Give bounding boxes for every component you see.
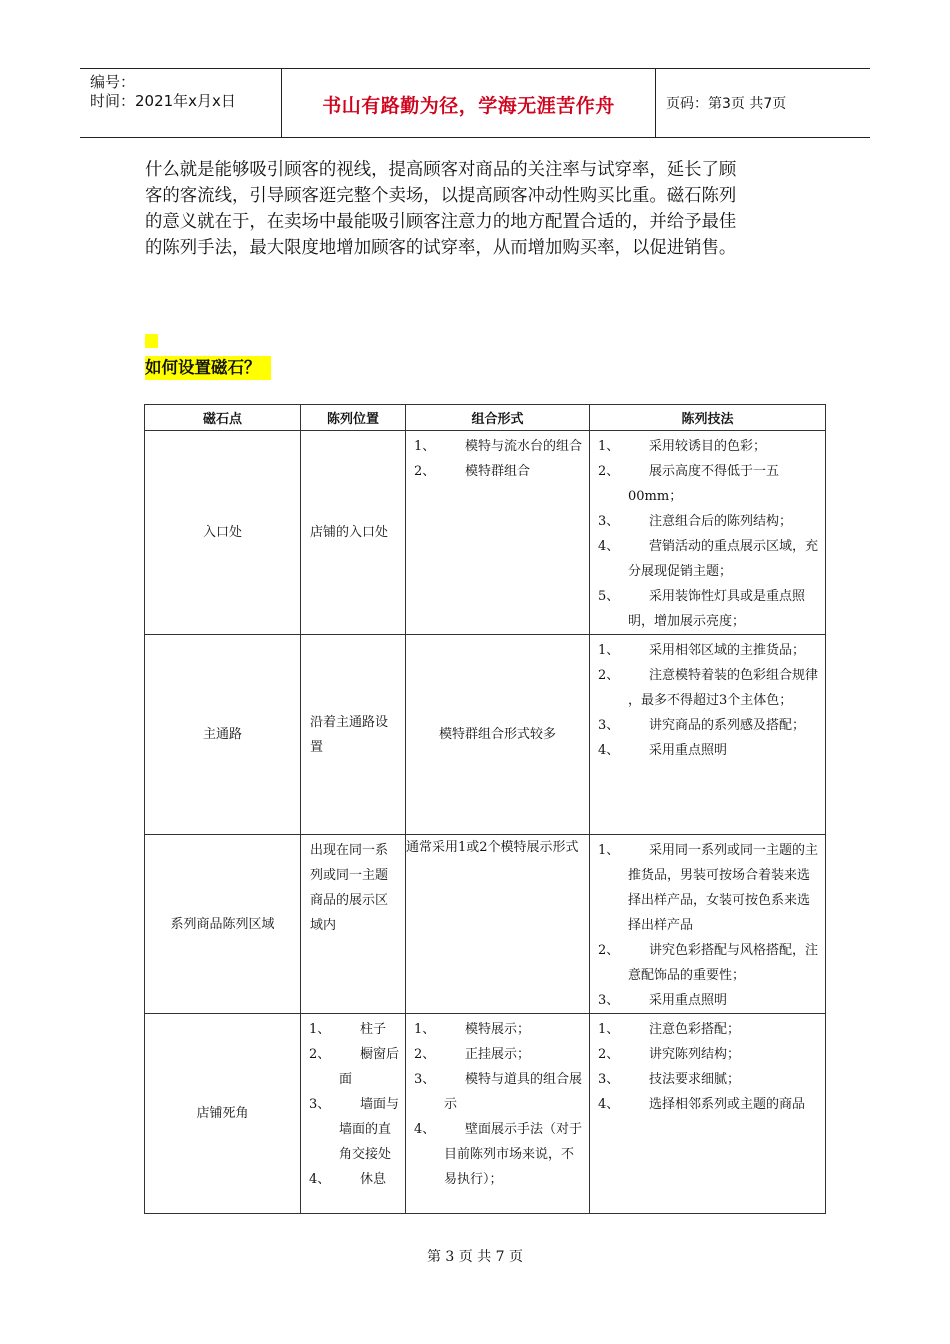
form-cell: 模特群组合形式较多 bbox=[406, 635, 590, 835]
list-item: 2、 模特群组合 bbox=[414, 464, 531, 479]
list-item: 2、 正挂展示； bbox=[414, 1047, 531, 1062]
list-item: 1、 注意色彩搭配； bbox=[598, 1022, 741, 1037]
technique-cell bbox=[590, 835, 826, 1014]
technique-cell bbox=[590, 1014, 826, 1214]
paragraph-line: 什么就是能够吸引顾客的视线，提高顾客对商品的关注率与试穿率，延长了顾 bbox=[145, 160, 737, 180]
list-item: 5、 采用装饰性灯具或是重点照明，增加展示亮度； bbox=[598, 589, 806, 629]
list-item: 2、 注意模特着装的色彩组合规律 ，最多不得超过3个主体色； bbox=[598, 668, 819, 708]
position-cell: 沿着主通路设置 bbox=[301, 635, 406, 835]
position-cell: 出现在同一系列或同一主题商品的展示区域内 bbox=[301, 835, 406, 1014]
column-header: 组合形式 bbox=[406, 405, 590, 431]
table-row bbox=[145, 1014, 826, 1214]
column-header: 陈列位置 bbox=[301, 405, 406, 431]
table-header-row bbox=[145, 405, 826, 431]
list-item: 3、 注意组合后的陈列结构； bbox=[598, 514, 793, 529]
paragraph-line: 的陈列手法，最大限度地增加顾客的试穿率，从而增加购买率，以促进销售。 bbox=[145, 238, 737, 258]
motto-text: 书山有路勤为径，学海无涯苦作舟 bbox=[322, 95, 615, 117]
paragraph-line: 客的客流线，引导顾客逛完整个卖场，以提高顾客冲动性购买比重。磁石陈列 bbox=[145, 186, 737, 206]
list-item: 2、 讲究色彩搭配与风格搭配，注意配饰品的重要性； bbox=[598, 943, 819, 983]
list-item: 3、 采用重点照明 bbox=[598, 993, 728, 1008]
page-footer: 第 3 页 共 7 页 bbox=[426, 1249, 524, 1265]
list-item: 4、 营销活动的重点展示区域，充分展现促销主题； bbox=[598, 539, 819, 579]
technique-cell bbox=[590, 635, 826, 835]
intro-paragraph bbox=[145, 157, 835, 261]
list-item: 4、 选择相邻系列或主题的商品 bbox=[598, 1097, 806, 1112]
header-motto-cell bbox=[281, 69, 656, 137]
table-row bbox=[145, 431, 826, 635]
position-cell bbox=[301, 1014, 406, 1214]
form-cell bbox=[406, 431, 590, 635]
column-header: 磁石点 bbox=[145, 405, 301, 431]
paragraph-line: 的意义就在于，在卖场中最能吸引顾客注意力的地方配置合适的，并给予最佳 bbox=[145, 212, 737, 232]
list-item: 1、 柱子 bbox=[309, 1022, 387, 1037]
table-row bbox=[145, 635, 826, 835]
list-item: 1、 模特与流水台的组合 bbox=[414, 439, 583, 454]
form-cell: 通常采用1或2个模特展示形式 bbox=[406, 835, 590, 1014]
magnet-point-cell: 入口处 bbox=[145, 431, 301, 635]
magnet-point-cell: 系列商品陈列区域 bbox=[145, 835, 301, 1014]
time-label: 时间：2021年x月x日 bbox=[90, 92, 236, 110]
list-item: 3、 模特与道具的组合展示 bbox=[414, 1072, 583, 1112]
list-item: 1、 采用相邻区域的主推货品； bbox=[598, 643, 806, 658]
list-item: 1、 模特展示； bbox=[414, 1022, 531, 1037]
list-item: 2、 讲究陈列结构； bbox=[598, 1047, 741, 1062]
header-meta bbox=[80, 69, 281, 137]
magnet-point-cell: 店铺死角 bbox=[145, 1014, 301, 1214]
number-label: 编号： bbox=[90, 73, 136, 91]
list-item: 4、 休息 bbox=[309, 1172, 387, 1187]
technique-cell bbox=[590, 431, 826, 635]
list-item: 1、 采用较诱目的色彩； bbox=[598, 439, 767, 454]
document-header bbox=[80, 68, 870, 138]
table-row bbox=[145, 835, 826, 1014]
list-item: 3、 墙面与墙面的直角交接处 bbox=[309, 1097, 400, 1162]
position-cell: 店铺的入口处 bbox=[301, 431, 406, 635]
highlight-marker bbox=[145, 334, 158, 348]
list-item: 3、 技法要求细腻； bbox=[598, 1072, 741, 1087]
list-item: 4、 壁面展示手法（对于目前陈列市场来说，不易执行）； bbox=[414, 1122, 583, 1187]
section-heading: 如何设置磁石？ bbox=[145, 356, 271, 380]
list-item: 2、 展示高度不得低于一五00mm； bbox=[598, 464, 780, 504]
list-item: 3、 讲究商品的系列感及搭配； bbox=[598, 718, 806, 733]
list-item: 4、 采用重点照明 bbox=[598, 743, 728, 758]
list-item: 2、 橱窗后面 bbox=[309, 1047, 400, 1087]
page-code: 页码：第3页 共7页 bbox=[666, 96, 787, 112]
magnet-table bbox=[144, 404, 826, 1214]
magnet-point-cell: 主通路 bbox=[145, 635, 301, 835]
list-item: 1、 采用同一系列或同一主题的主推货品，男装可按场合着装来选择出样产品，女装可按色系来选择出样产品 bbox=[598, 843, 819, 933]
form-cell bbox=[406, 1014, 590, 1214]
column-header: 陈列技法 bbox=[590, 405, 826, 431]
